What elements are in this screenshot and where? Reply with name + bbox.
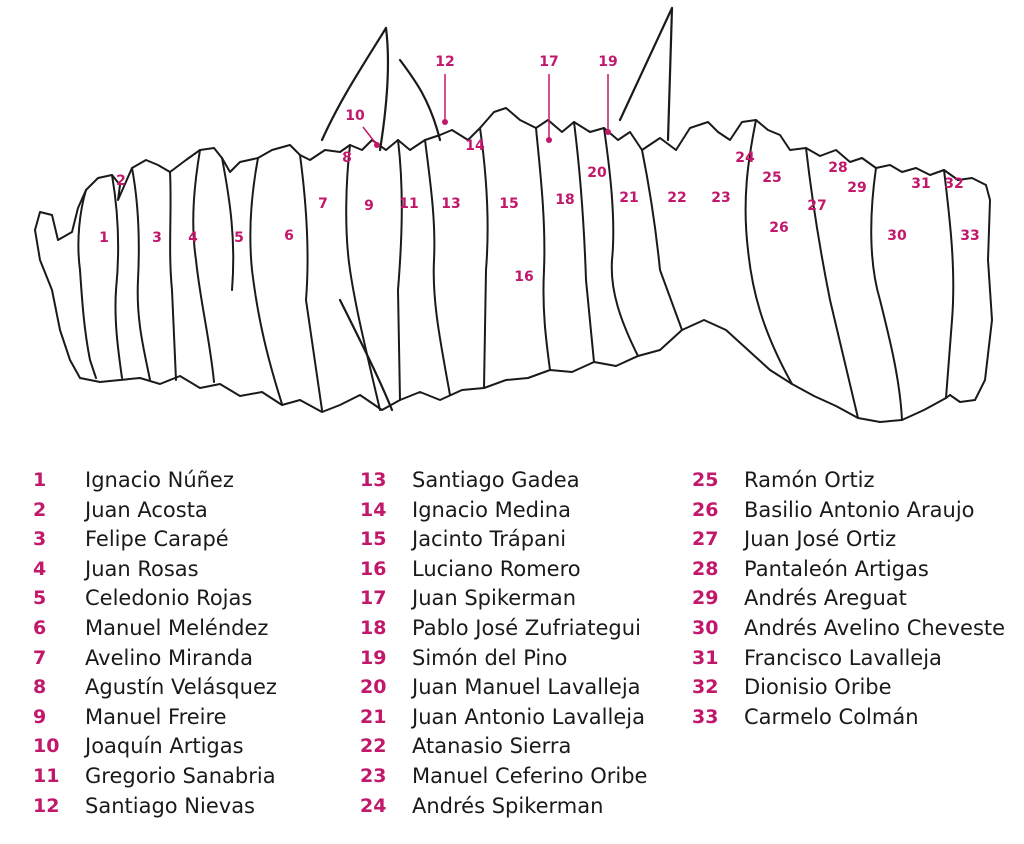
legend-name: Francisco Lavalleja <box>744 645 942 670</box>
legend-item <box>360 525 690 555</box>
legend-number: 16 <box>360 557 387 580</box>
legend-item <box>360 466 690 496</box>
legend-number: 3 <box>33 528 47 551</box>
figure-label-14: 14 <box>465 138 485 154</box>
legend-item <box>692 555 1022 585</box>
figure-label-20: 20 <box>587 165 607 181</box>
legend-number: 20 <box>360 676 387 699</box>
legend-number: 27 <box>692 528 719 551</box>
legend-name: Ignacio Núñez <box>85 468 234 492</box>
figure-label-30: 30 <box>887 228 907 244</box>
legend-name: Juan José Ortiz <box>744 527 897 552</box>
legend-item <box>360 792 690 822</box>
figure-label-9: 9 <box>364 198 374 214</box>
legend-name: Basilio Antonio Araujo <box>744 497 975 522</box>
legend-item <box>360 703 690 733</box>
legend-item <box>33 584 363 614</box>
legend-item <box>360 614 690 644</box>
legend-item <box>360 584 690 614</box>
figure-silhouette-13 <box>425 128 488 395</box>
figure-label-16: 16 <box>514 269 534 285</box>
legend-item <box>33 496 363 526</box>
legend-item <box>360 762 690 792</box>
legend-name: Gregorio Sanabria <box>85 763 276 788</box>
figure-label-22: 22 <box>667 190 687 206</box>
legend-number: 15 <box>360 528 387 551</box>
legend-number: 24 <box>360 794 387 817</box>
figure-label-17: 17 <box>539 54 559 70</box>
legend-item <box>33 466 363 496</box>
legend-name: Andrés Areguat <box>744 586 907 611</box>
legend-name: Ignacio Medina <box>412 497 571 522</box>
legend-name: Pantaleón Artigas <box>744 556 929 581</box>
legend-item <box>360 732 690 762</box>
leader-dot-12 <box>442 119 448 125</box>
legend-number: 8 <box>33 676 47 699</box>
legend-number: 30 <box>692 616 719 639</box>
legend-name: Andrés Avelino Cheveste <box>744 615 1006 640</box>
legend-number: 31 <box>692 646 719 669</box>
figure-silhouette-4 <box>193 150 233 382</box>
legend-number: 25 <box>692 469 719 491</box>
legend-name: Manuel Meléndez <box>85 615 269 640</box>
legend-number: 33 <box>692 705 719 728</box>
figure-label-31: 31 <box>911 176 931 192</box>
legend-item <box>33 703 363 733</box>
legend-name: Juan Antonio Lavalleja <box>412 704 645 729</box>
legend-number: 5 <box>33 587 47 610</box>
legend-item <box>33 525 363 555</box>
figure-label-8: 8 <box>342 150 352 166</box>
legend-item <box>33 792 363 822</box>
legend-number: 28 <box>692 557 719 580</box>
figure-label-19: 19 <box>598 54 618 70</box>
legend-item <box>692 644 1022 674</box>
legend-number: 21 <box>360 705 387 728</box>
legend-name: Agustín Velásquez <box>85 675 277 700</box>
figure-silhouette-30 <box>871 168 953 420</box>
figure-silhouette-6 <box>250 155 322 410</box>
legend-number: 32 <box>692 676 719 699</box>
legend-name: Ramón Ortiz <box>744 468 875 492</box>
figure-label-11: 11 <box>399 196 419 212</box>
figure-label-10: 10 <box>345 108 365 124</box>
legend-item <box>692 496 1022 526</box>
figure-label-33: 33 <box>960 228 980 244</box>
legend-number: 18 <box>360 616 387 639</box>
figure-label-27: 27 <box>807 198 827 214</box>
lance-lower <box>340 300 392 410</box>
figure-label-24: 24 <box>735 150 755 166</box>
legend-number: 1 <box>33 469 47 491</box>
legend-number: 12 <box>33 794 60 817</box>
leader-dot-17 <box>546 137 552 143</box>
legend-name: Dionisio Oribe <box>744 675 892 700</box>
figure-label-12: 12 <box>435 54 455 70</box>
legend-name: Manuel Ceferino Oribe <box>412 763 648 788</box>
leader-dot-10 <box>374 142 380 148</box>
legend-column-1 <box>33 466 363 821</box>
legend-item <box>360 496 690 526</box>
legend-name: Joaquín Artigas <box>85 734 244 759</box>
legend-item <box>360 644 690 674</box>
legend-name: Pablo José Zufriategui <box>412 615 641 640</box>
legend-number: 13 <box>360 469 387 491</box>
figure-label-4: 4 <box>188 230 198 246</box>
figure-label-18: 18 <box>555 192 575 208</box>
legend-number: 17 <box>360 587 387 610</box>
figure-label-29: 29 <box>847 180 867 196</box>
legend-name: Felipe Carapé <box>85 527 229 552</box>
legend-item <box>33 762 363 792</box>
figure-label-26: 26 <box>769 220 789 236</box>
legend-name: Andrés Spikerman <box>412 793 604 818</box>
legend-column-3 <box>692 466 1022 732</box>
legend-item <box>360 555 690 585</box>
legend-column-2 <box>360 466 690 821</box>
figure-label-23: 23 <box>711 190 731 206</box>
legend-name: Santiago Gadea <box>412 468 580 492</box>
legend-name: Juan Spikerman <box>412 586 577 611</box>
legend <box>0 466 1024 836</box>
figure-outlines <box>35 108 992 422</box>
legend-number: 14 <box>360 498 387 521</box>
legend-number: 6 <box>33 616 47 639</box>
figure-silhouette-18 <box>536 122 594 370</box>
legend-number: 11 <box>33 764 60 787</box>
legend-item <box>33 555 363 585</box>
legend-item <box>692 466 1022 496</box>
legend-item <box>33 614 363 644</box>
legend-item <box>33 644 363 674</box>
legend-item <box>692 673 1022 703</box>
legend-number: 22 <box>360 735 387 758</box>
figure-label-1: 1 <box>99 230 109 246</box>
figure-silhouette-21 <box>604 128 682 356</box>
figure-label-3: 3 <box>152 230 162 246</box>
legend-item <box>692 614 1022 644</box>
legend-name: Carmelo Colmán <box>744 704 919 729</box>
figure-silhouette-1 <box>78 175 122 378</box>
legend-number: 26 <box>692 498 719 521</box>
legend-number: 19 <box>360 646 387 669</box>
legend-item <box>692 584 1022 614</box>
legend-name: Luciano Romero <box>412 556 581 581</box>
figure-silhouette-3 <box>132 168 176 380</box>
figure-label-7: 7 <box>318 196 328 212</box>
legend-number: 7 <box>33 646 47 669</box>
legend-item <box>692 703 1022 733</box>
legend-number: 4 <box>33 557 47 580</box>
legend-name: Manuel Freire <box>85 704 227 729</box>
legend-number: 10 <box>33 735 60 758</box>
legend-name: Santiago Nievas <box>85 793 255 818</box>
legend-number: 9 <box>33 705 47 728</box>
legend-item <box>33 673 363 703</box>
legend-name: Avelino Miranda <box>85 645 253 670</box>
weapons <box>322 8 672 410</box>
figure-label-13: 13 <box>441 196 461 212</box>
legend-name: Juan Manuel Lavalleja <box>412 675 641 700</box>
legend-number: 23 <box>360 764 387 787</box>
legend-name: Jacinto Trápani <box>412 527 567 552</box>
legend-name: Juan Acosta <box>85 497 208 522</box>
figure-label-21: 21 <box>619 190 639 206</box>
legend-number: 29 <box>692 587 719 610</box>
figure-label-2: 2 <box>116 173 126 189</box>
sabre-center-left <box>380 28 388 150</box>
figure-label-32: 32 <box>944 176 964 192</box>
legend-name: Atanasio Sierra <box>412 734 572 759</box>
figure-label-28: 28 <box>828 160 848 176</box>
legend-item <box>360 673 690 703</box>
crowd-outline-bottom <box>35 230 950 422</box>
flag-pole <box>620 8 672 140</box>
legend-item <box>33 732 363 762</box>
legend-item <box>692 525 1022 555</box>
figure-label-25: 25 <box>762 170 782 186</box>
legend-name: Juan Rosas <box>85 556 199 581</box>
figure-label-6: 6 <box>284 228 294 244</box>
sabre-center <box>400 60 440 140</box>
leader-dot-19 <box>605 129 611 135</box>
figure-label-5: 5 <box>234 230 244 246</box>
legend-name: Simón del Pino <box>412 645 568 670</box>
legend-name: Celedonio Rojas <box>85 586 253 611</box>
figure-label-15: 15 <box>499 196 519 212</box>
legend-number: 2 <box>33 498 47 521</box>
